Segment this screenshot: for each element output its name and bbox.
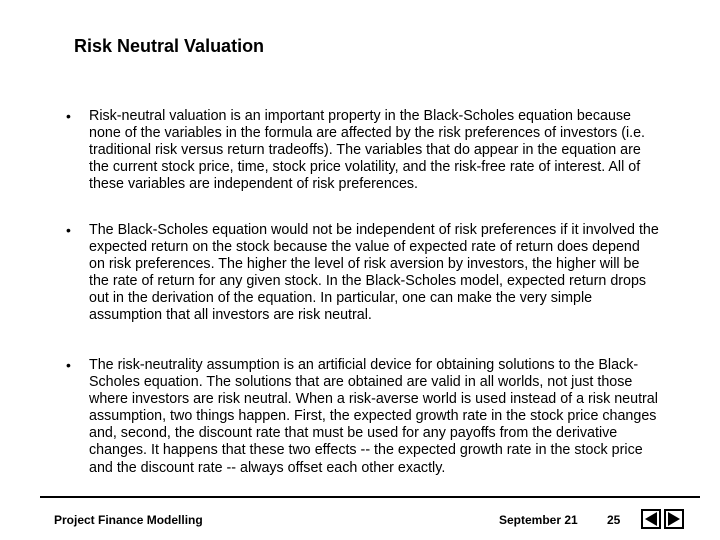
bullet-item <box>66 357 659 477</box>
bullet-text: The Black-Scholes equation would not be independent of risk preferences if it involved the expected return on the stock because the value of expected rate of return does depend on risk preferences. The higher the level of risk aversion by investors, the higher will be the rate of return for any given stock. In the Black-Scholes model, expected return drops out in the derivation of the equation. In particular, one can make the very simple assumption that all investors are risk neutral. <box>89 222 659 324</box>
bullet-text: Risk-neutral valuation is an important property in the Black-Scholes equation because none of the variables in the formula are affected by the risk preferences of investors (i.e. traditional risk versus return tradeoffs). The variables that do appear in the equation are the current stock price, time, stock price volatility, and the risk-free rate of interest. All of these variables are independent of risk preferences. <box>89 108 646 193</box>
footer-divider <box>40 496 700 498</box>
triangle-right-icon <box>666 511 682 527</box>
bullet-marker: • <box>66 108 71 124</box>
page-number: 25 <box>607 513 621 527</box>
previous-slide-button[interactable] <box>641 509 661 529</box>
bullet-marker: • <box>66 222 71 238</box>
next-slide-button[interactable] <box>664 509 684 529</box>
footer-date: September 21 <box>499 513 578 527</box>
footer-course-title: Project Finance Modelling <box>54 513 203 527</box>
triangle-left-icon <box>643 511 659 527</box>
bullet-item <box>66 108 659 193</box>
bullet-marker: • <box>66 357 71 373</box>
bullet-text: The risk-neutrality assumption is an artificial device for obtaining solutions to the Black-Scholes equation. The solutions that are obtained are valid in all worlds, not just those where investors are risk neutral. When a risk-averse world is used instead of a risk neutral assumption, two things happen. First, the expected growth rate in the stock price changes and, second, the discount rate that must be used for any payoffs from the derivative changes. It happens that these two effects -- the expected growth rate in the stock price and the discount rate -- always offset each other exactly. <box>89 357 658 476</box>
bullet-item <box>66 222 659 325</box>
slide-title: Risk Neutral Valuation <box>74 36 265 56</box>
